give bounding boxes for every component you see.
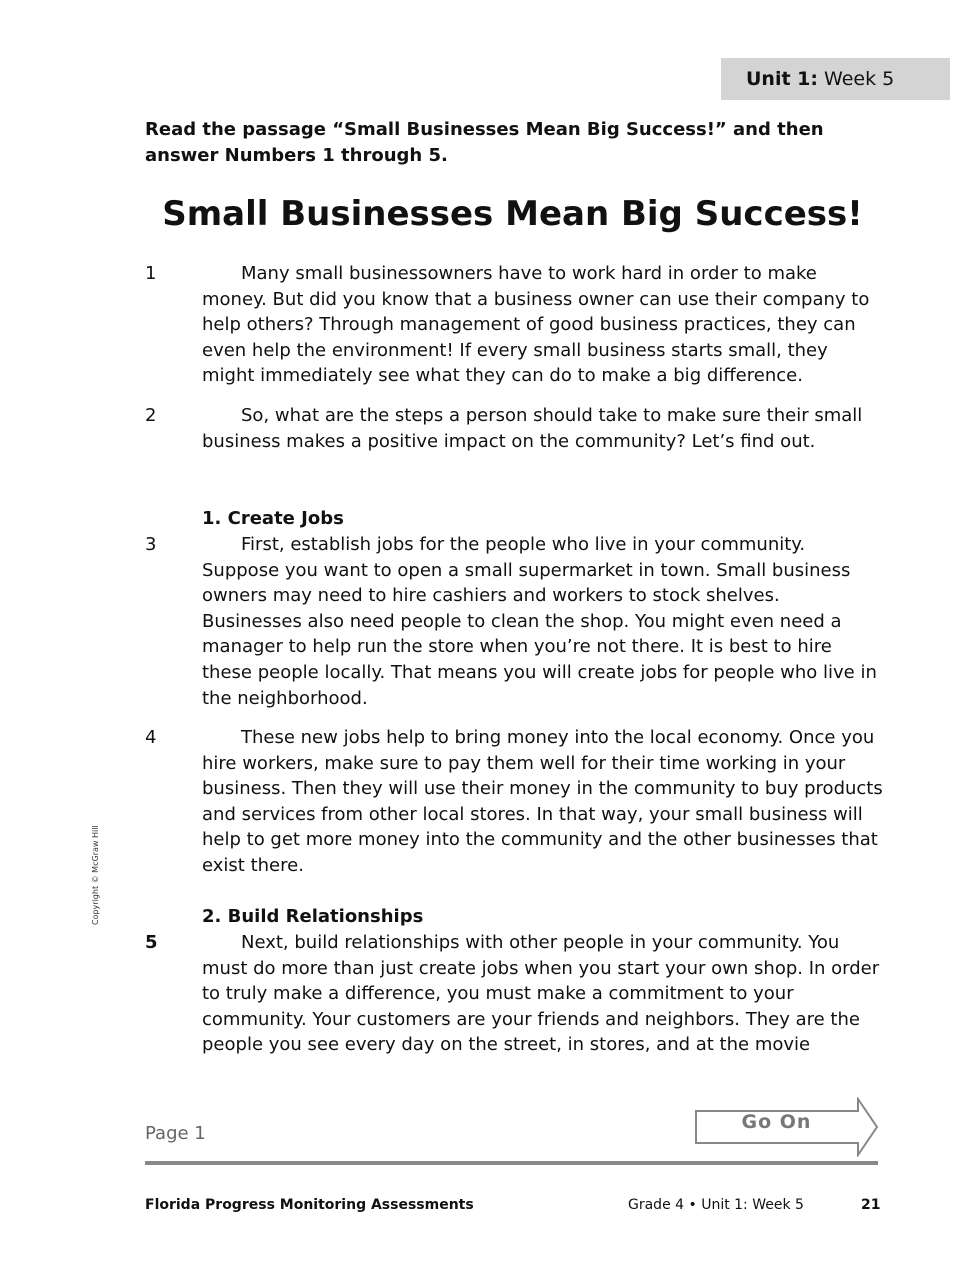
paragraph-number: 5 [145,932,158,953]
paragraph [145,725,885,879]
footer-title: Florida Progress Monitoring Assessments [145,1197,474,1213]
copyright-notice: Copyright © McGraw Hill [91,825,100,925]
paragraph-text: These new jobs help to bring money into the local economy. Once you hire workers, make sure to pay them well for their time working in your business. Then they will use their money in the community to buy products and services from other local stores. In that way, your small business will help to get more money into the community and the other businesses that exist there. [202,727,883,876]
footer-page-number: 21 [861,1197,881,1213]
unit-week-tab [721,58,950,100]
paragraph-number: 2 [145,405,157,426]
go-on-button[interactable] [695,1097,880,1157]
paragraph-text: Many small businessowners have to work hard in order to make money. But did you know that a business owner can use their company to help others? Through management of good business practices, they can even help the environment! If every small business starts small, they might immediately see what they can do to make a big difference. [202,263,870,387]
week-label: Week 5 [817,68,895,90]
paragraph [145,261,885,389]
passage-title: Small Businesses Mean Big Success! [162,194,863,234]
footer-grade-unit: Grade 4 • Unit 1: Week 5 [628,1197,804,1213]
paragraph-text: First, establish jobs for the people who live in your community. Suppose you want to open a small supermarket in town. Small business owners may need to hire cashiers and workers to stock shelves. Businesses also need people to clean the shop. You might even need a manager to help run the store when you’re not there. It is best to hire these people locally. That means you will create jobs for people who live in the neighborhood. [202,534,877,709]
paragraph-number: 1 [145,263,157,284]
unit-label: Unit 1: [746,68,818,90]
paragraph-text: Next, build relationships with other people in your community. You must do more than just create jobs when you start your own shop. In order to truly make a difference, you must make a commitment to your community. Your customers are your friends and neighbors. They are the people you see every day on the street, in stores, and at the movie [202,932,880,1056]
paragraph-text: So, what are the steps a person should take to make sure their small business makes a positive impact on the community? Let’s find out. [202,405,863,452]
paragraph [145,403,885,454]
paragraph-number: 3 [145,534,157,555]
paragraph [145,532,885,711]
footer-divider [145,1161,878,1165]
go-on-label: Go On [741,1111,812,1133]
section-heading: 1. Create Jobs [202,508,344,529]
instructions: Read the passage “Small Businesses Mean Big Success!” and then answer Numbers 1 through 5. [145,119,824,166]
paragraph-number: 4 [145,727,157,748]
page-label: Page 1 [145,1123,206,1144]
paragraph [145,930,885,1058]
section-heading: 2. Build Relationships [202,906,424,927]
